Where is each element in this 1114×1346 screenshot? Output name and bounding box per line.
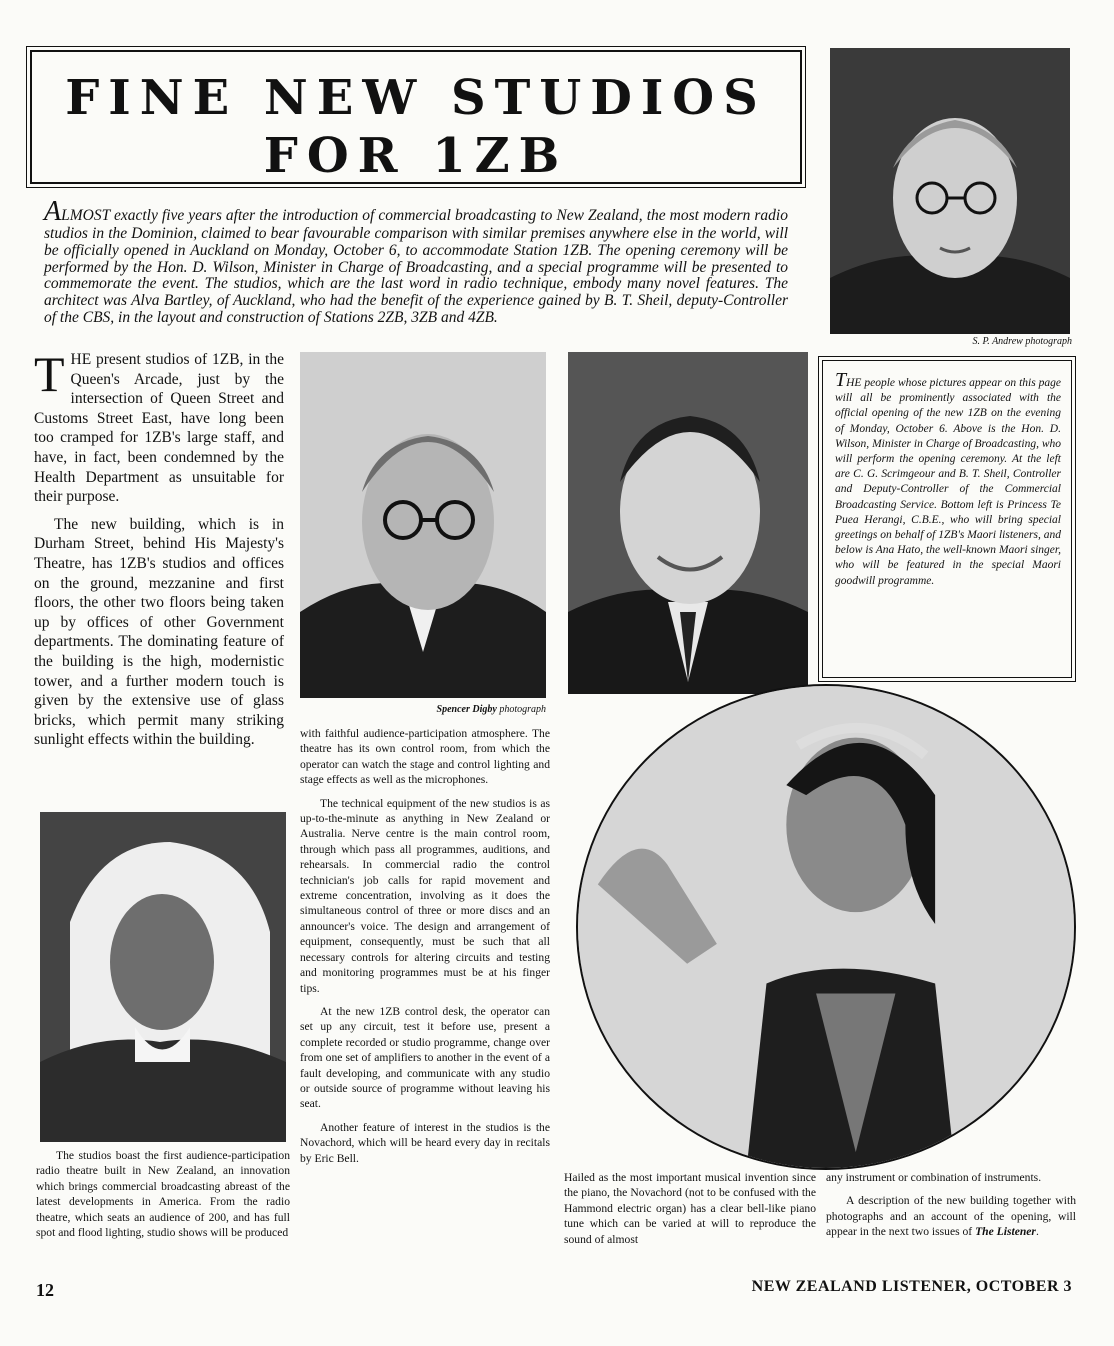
headline-line-1: FINE NEW STUDIOS [65,70,767,126]
column-3-paragraph-1: Hailed as the most important musical invention since the piano, the Novachord (not to be confused with the Hammond electric organ) has a clear bell-like piano tune which can be varied at will to reproduce the sound of almost [564,1171,816,1246]
intro-text: LMOST exactly five years after the introduction of commercial broadcasting to New Zealand, the most modern radio studios in the Dominion, claimed to bear favourable comparison with similar premises anywhere else in the world, will be officially opened in Auckland on Monday, October 6, to accommodate Station 1ZB. The opening ceremony will be performed by the Hon. D. Wilson, Minister in Charge of Broadcasting, and a special programme will be presented to commemorate the event. The studios, which are the last word in radio technique, embody many novel features. The architect was Alva Bartley, of Auckland, who had the benefit of the experience gained by B. T. Sheil, deputy-Controller of the CBS, in the layout and construction of Stations 2ZB, 3ZB and 4ZB. [44,207,788,326]
credit-digby-word: photograph [499,704,546,715]
column-1-paragraph-1-text: HE present studios of 1ZB, in the Queen's Arcade, just by the intersection of Queen Street and Customs Street East, have long been too cramped for 1ZB's large staff, and have, in fact, been condemned by the Health Department as unsuitable for their purpose. [34,351,284,506]
column-4-paragraph-2 [826,1193,1076,1239]
headline-line-2: FOR 1ZB [263,128,569,184]
credit-andrew-name: S. P. Andrew [972,336,1023,347]
intro-paragraph [44,198,788,327]
portrait-wilson-photo [830,48,1070,334]
portrait-te-puea-photo [40,812,286,1142]
credit-andrew [850,336,1072,347]
intro-dropcap: A [44,196,62,227]
column-1 [34,346,284,758]
column-1-dropcap: T [34,346,65,402]
portrait-ana-hato-image [578,686,1074,1168]
column-4-paragraph-2-post: . [1035,1225,1039,1239]
column-2-paragraph-4: Another feature of interest in the studios is the Novachord, which will be heard every day in recitals by Eric Bell. [300,1120,550,1165]
column-4-listener-title: The Listener [975,1225,1036,1239]
credit-andrew-word: photograph [1025,336,1072,347]
credit-digby [300,704,546,715]
portrait-sheil-photo [568,352,808,694]
column-1-paragraph-1 [34,346,284,507]
column-4-paragraph-1: any instrument or combination of instruments. [826,1171,1042,1184]
credit-digby-name: Spencer Digby [436,704,497,715]
headline-box [30,50,802,184]
sidebox-text: HE people whose pictures appear on this page will all be prominently associated with the official opening of the new 1ZB on the evening of Monday, October 6. Above is the Hon. D. Wilson, Minister in Charge of Broadcasting, who will perform the opening ceremony. At the left are C. G. Scrimgeour and B. T. Sheil, Controller and Deputy-Controller of the Commercial Broadcasting Service. Bottom left is Princess Te Puea Herangi, C.B.E., who will bring special greetings on behalf of 1ZB's Maori listeners, and below is Ana Hato, the well-known Maori singer, who will be featured in the special Maori goodwill programme. [835,377,1061,587]
column-4 [826,1170,1076,1248]
portrait-wilson-image [830,48,1070,334]
column-2-paragraph-2: The technical equipment of the new studios is as up-to-the-minute as anything in New Zealand or Australia. Nerve centre is the main control room, through which pass all programmes, auditions, and rehearsals. In commercial radio the control technician's job calls for rapid movement and extreme concentration, involving as it does the simultaneous control of three or more discs and an announcer's voice. The design and arrangement of equipment, consequently, must be such that all necessary controls for altering circuits and testing and monitoring programmes must be at his finger tips. [300,796,550,995]
page-number: 12 [36,1280,54,1300]
portrait-ana-hato-photo [576,684,1076,1170]
caption-sidebox [822,360,1072,678]
portrait-scrimgeour-photo [300,352,546,698]
column-4-paragraph-2-pre: A description of the new building together with photographs and an account of the opening, will appear in the next two issues of [826,1194,1076,1239]
column-1-bottom [36,1148,290,1248]
column-1-paragraph-2: The new building, which is in Durham Street, behind His Majesty's Theatre, has 1ZB's studios and offices on the ground, mezzanine and first floors, the other two floors being taken up by offices of other Government departments. The dominating feature of the building is the high, modernistic tower, and a further modern touch is given by the extensive use of glass bricks, which permit many striking sunlight effects within the building. [34,515,284,749]
column-2 [300,726,550,1174]
column-3 [564,1170,816,1255]
portrait-scrimgeour-image [300,352,546,698]
sidebox-dropcap: T [835,369,847,391]
column-2-paragraph-1: with faithful audience-participation atmosphere. The theatre has its own control room, from which the operator can watch the stage and control lighting and stage effects as well as the microphones. [300,727,550,787]
portrait-sheil-image [568,352,808,694]
portrait-te-puea-image [40,812,286,1142]
column-2-paragraph-3: At the new 1ZB control desk, the operator can set up any circuit, test it before use, present a complete recorded or studio programme, change over from one set of amplifiers to another in the event of a fault developing, and communicate with any studio or outside source of programme without leaving his seat. [300,1004,550,1111]
column-1-bottom-paragraph: The studios boast the first audience-participation radio theatre built in New Zealand, an innovation which brings commercial broadcasting abreast of the latest developments in America. From the radio theatre, which seats an audience of 200, and has full spot and flood lighting, studio shows will be produced [36,1149,290,1240]
masthead: NEW ZEALAND LISTENER, OCTOBER 3 [751,1278,1072,1295]
